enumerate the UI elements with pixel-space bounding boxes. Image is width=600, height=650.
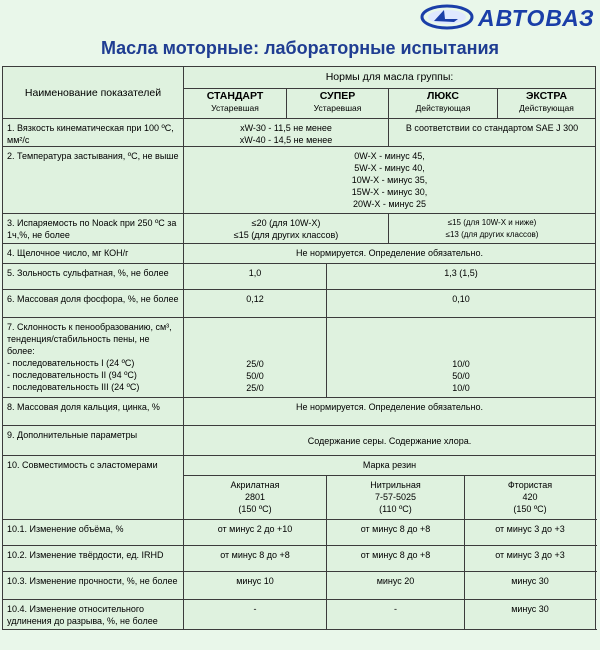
volatility-new xyxy=(389,214,596,244)
pour-point-item: 15W-X - минус 30, xyxy=(351,187,428,197)
volatility-old-2: ≤15 (для других классов) xyxy=(233,230,339,240)
group-status: Действующая xyxy=(519,103,574,113)
table-row xyxy=(3,520,596,546)
group-status: Устаревшая xyxy=(313,103,362,113)
volatility-new-2: ≤13 (для других классов) xyxy=(445,230,539,239)
row-name: 2. Температура застывания, ºС, не выше xyxy=(3,147,184,214)
phosphorus-other: 0,10 xyxy=(327,290,596,318)
avtovaz-logo xyxy=(418,4,596,30)
group-name: ЭКСТРА xyxy=(525,90,568,102)
volatility-new-1: ≤15 (для 10W-X и ниже) xyxy=(447,218,537,227)
row-name: 5. Зольность сульфатная, %, не более xyxy=(3,264,184,290)
elongation-change-acrylate: - xyxy=(184,600,327,630)
hardness-change-fluoro: от минус 3 до +3 xyxy=(465,546,596,572)
lada-boat-logo-icon xyxy=(420,4,474,30)
row-name: 10.4. Изменение относительного удлинения до разрыва, %, не более xyxy=(3,600,184,630)
table-row xyxy=(3,456,596,476)
hardness-change-nitrile: от минус 8 до +8 xyxy=(327,546,465,572)
foam-seq-2: - последовательность II (94 ºС) xyxy=(7,370,137,380)
page-title: Масла моторные: лабораторные испытания xyxy=(100,38,500,58)
row-name: 1. Вязкость кинематическая при 100 ºС, мм²/с xyxy=(3,119,184,147)
rubber-fluoro xyxy=(465,476,596,520)
row-name: 10.3. Изменение прочности, %, не более xyxy=(3,572,184,600)
viscosity-30: xW-30 - 11,5 не менее xyxy=(240,123,332,133)
table-row xyxy=(3,214,596,244)
foam-rest-3: 10/0 xyxy=(452,383,470,393)
row-name: 6. Массовая доля фосфора, %, не более xyxy=(3,290,184,318)
table-row xyxy=(3,290,596,318)
group-name: СУПЕР xyxy=(319,90,356,102)
viscosity-sae: В соответствии со стандартом SAE J 300 xyxy=(389,119,596,147)
sulfated-ash-other: 1,3 (1,5) xyxy=(327,264,596,290)
group-extra-header xyxy=(498,89,596,119)
table-header-row xyxy=(3,67,596,89)
table-row xyxy=(3,546,596,572)
indicator-column-header: Наименование показателей xyxy=(3,67,184,119)
group-norms-header: Нормы для масла группы: xyxy=(184,67,596,89)
volatility-old-1: ≤20 (для 10W-X) xyxy=(251,218,321,228)
rubber-type: Фтористая xyxy=(507,480,553,490)
additional-params-value: Содержание серы. Содержание хлора. xyxy=(184,426,596,456)
foam-name-2: тенденция/стабильность пены, не более: xyxy=(7,334,150,356)
table-row xyxy=(3,147,596,214)
rubber-temp: (150 ºС) xyxy=(513,504,547,514)
row-name: 10.2. Изменение твёрдости, ед. IRHD xyxy=(3,546,184,572)
volume-change-nitrile: от минус 8 до +8 xyxy=(327,520,465,546)
phosphorus-standard: 0,12 xyxy=(184,290,327,318)
table-row xyxy=(3,600,596,630)
group-standard-header xyxy=(184,89,287,119)
viscosity-40: xW-40 - 14,5 не менее xyxy=(239,135,333,145)
foam-seq-3: - последовательность III (24 ºС) xyxy=(7,382,140,392)
table-row xyxy=(3,119,596,147)
group-super-header xyxy=(287,89,389,119)
elongation-change-fluoro: минус 30 xyxy=(465,600,596,630)
group-name: СТАНДАРТ xyxy=(206,90,264,102)
rubber-acrylate xyxy=(184,476,327,520)
row-name: 3. Испаряемость по Noack при 250 ºС за 1ч,%, не более xyxy=(3,214,184,244)
pour-point-item: 20W-X - минус 25 xyxy=(353,199,426,209)
foam-seq-1: - последовательность I (24 ºС) xyxy=(7,358,135,368)
sulfated-ash-standard: 1,0 xyxy=(184,264,327,290)
rubber-grade: 2801 xyxy=(244,492,266,502)
rubber-nitrile xyxy=(327,476,465,520)
foam-std-1: 25/0 xyxy=(246,359,264,369)
rubber-grade: 7-57-5025 xyxy=(374,492,417,502)
volume-change-fluoro: от минус 3 до +3 xyxy=(465,520,596,546)
brand-name: АВТОВАЗ xyxy=(478,5,595,31)
table-row xyxy=(3,264,596,290)
pour-point-item: 10W-X - минус 35, xyxy=(351,175,428,185)
foam-other xyxy=(327,318,596,398)
strength-change-fluoro: минус 30 xyxy=(465,572,596,600)
strength-change-acrylate: минус 10 xyxy=(184,572,327,600)
table-row xyxy=(3,244,596,264)
foam-rest-2: 50/0 xyxy=(452,371,470,381)
foam-standard xyxy=(184,318,327,398)
group-status: Действующая xyxy=(415,103,471,113)
table-row xyxy=(3,318,596,398)
group-lux-header xyxy=(389,89,498,119)
foam-std-3: 25/0 xyxy=(246,383,264,393)
strength-change-nitrile: минус 20 xyxy=(327,572,465,600)
group-status: Устаревшая xyxy=(211,103,259,113)
table-row xyxy=(3,426,596,456)
rubber-temp: (110 ºС) xyxy=(379,504,412,514)
row-name: 8. Массовая доля кальция, цинка, % xyxy=(3,398,184,426)
table-row xyxy=(3,572,596,600)
row-name: 10. Совместимость с эластомерами xyxy=(3,456,184,520)
row-name: 9. Дополнительные параметры xyxy=(3,426,184,456)
oil-spec-table xyxy=(2,66,596,630)
rubber-type: Акрилатная xyxy=(230,480,280,490)
rubber-grade: 420 xyxy=(522,492,538,502)
base-number-value: Не нормируется. Определение обязательно. xyxy=(184,244,596,264)
row-name xyxy=(3,318,184,398)
group-name: ЛЮКС xyxy=(426,90,460,102)
foam-std-2: 50/0 xyxy=(246,371,264,381)
volume-change-acrylate: от минус 2 до +10 xyxy=(184,520,327,546)
foam-rest-1: 10/0 xyxy=(452,359,470,369)
volatility-old xyxy=(184,214,389,244)
rubber-type: Нитрильная xyxy=(370,480,421,490)
row-name: 10.1. Изменение объёма, % xyxy=(3,520,184,546)
rubber-grade-header: Марка резин xyxy=(184,456,596,476)
foam-name-1: 7. Склонность к пенообразованию, см³, xyxy=(7,322,172,332)
rubber-temp: (150 ºС) xyxy=(238,504,272,514)
pour-point-item: 0W-X - минус 45, xyxy=(354,151,425,161)
row-name: 4. Щелочное число, мг КОН/г xyxy=(3,244,184,264)
hardness-change-acrylate: от минус 8 до +8 xyxy=(184,546,327,572)
table-row xyxy=(3,398,596,426)
pour-point-values xyxy=(184,147,596,214)
viscosity-values xyxy=(184,119,389,147)
elongation-change-nitrile: - xyxy=(327,600,465,630)
pour-point-item: 5W-X - минус 40, xyxy=(354,163,425,173)
calcium-zinc-value: Не нормируется. Определение обязательно. xyxy=(184,398,596,426)
